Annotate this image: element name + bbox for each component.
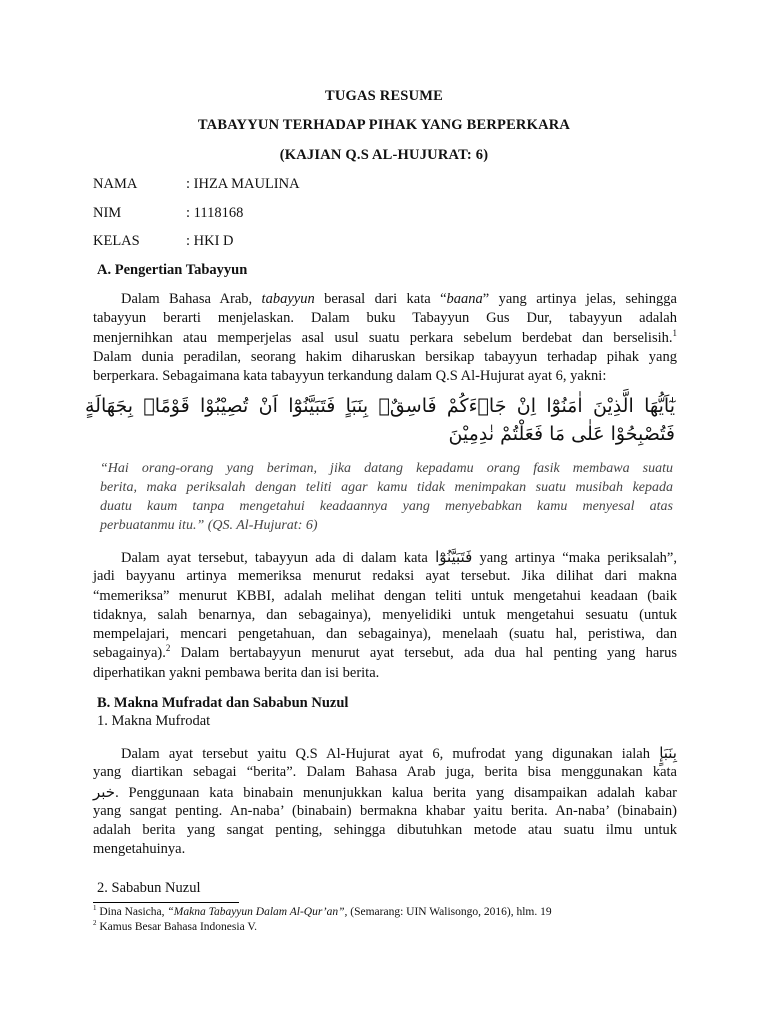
doc-subtitle: TABAYYUN TERHADAP PIHAK YANG BERPERKARA	[197, 117, 571, 133]
paragraph-line: sebagainya).$^2$ Dalam bertabayyun menurut ayat tersebut, ada dua hal penting yang harus	[93, 643, 677, 662]
footnote-ref[interactable]: 2	[165, 643, 171, 654]
footnote-divider	[93, 902, 239, 903]
paragraph-line: tabayyun berarti menjelaskan. Dalam buku Tabayyun Gus Dur, tabayyun adalah	[93, 310, 677, 327]
arabic-verse: يٰٓاَيُّهَا الَّذِيْنَ اٰمَنُوْٓا اِنْ جَاۤءَكُمْ فَاسِقٌۢ بِنَبَاٍ فَتَبَيَّنُوْٓا اَنْ تُصِيْبُوْا قَوْمًاۢ بِجَهَالَةٍ فَتُصْبِحُوْا عَلٰى مَا فَعَلْتُمْ نٰدِمِيْنَ	[85, 395, 675, 445]
doc-subtitle-surah: (KAJIAN Q.S AL-HUJURAT: 6)	[279, 147, 489, 163]
paragraph-line: Dalam ayat tersebut yaitu Q.S Al-Hujurat ayat 6, mufrodat yang digunakan ialah بِنَبَإٍ	[121, 744, 677, 762]
paragraph-line: yang diartikan sebagai “berita”. Dalam Bahasa Arab juga, berita bisa menggunakan kata	[93, 764, 677, 781]
section-a-heading: A. Pengertian Tabayyun	[97, 262, 248, 278]
info-label-nama: NAMA	[93, 176, 138, 192]
verse-translation-quote	[100, 459, 673, 535]
quote-line: “Hai orang-orang yang beriman, jika datang kepadamu orang fasik membawa suatu	[100, 461, 673, 476]
footnote-1: $^1$ Dina Nasicha, “Makna Tabayyun Dalam Al-Qur’an”, (Semarang: UIN Walisongo, 2016), hlm. 19	[93, 904, 552, 918]
paragraph-line: “memeriksa” menurut KBBI, adalah melihat dengan teliti untuk mengetahui keadaan (baik	[93, 587, 677, 604]
doc-title: TUGAS RESUME	[324, 88, 444, 104]
paragraph-line: خبر. Penggunaan kata binabain menunjukkan kalua berita yang disampaikan adalah kabar	[93, 782, 677, 801]
subsection-sababun-nuzul: 2. Sababun Nuzul	[97, 880, 201, 896]
paragraph-pengertian	[93, 290, 677, 386]
arabic-word: خبر	[93, 782, 116, 801]
section-b-heading: B. Makna Mufradat dan Sababun Nuzul	[97, 695, 349, 711]
quote-line: perbuatanmu itu.” (QS. Al-Hujurat: 6)	[100, 518, 318, 533]
paragraph-line: Dalam dunia peradilan, seorang hakim diharuskan bersikap tabayyun terhadap pihak yang	[93, 348, 677, 365]
quote-line: berita, maka periksalah dengan teliti agar kamu tidak menimpakan suatu musibah kepada	[100, 480, 673, 495]
footnote-ref[interactable]: 1	[672, 327, 677, 338]
paragraph-ayat	[93, 548, 677, 683]
paragraph-line: berperkara. Sebagaimana kata tabayyun terkandung dalam Q.S Al-Hujurat ayat 6, yakni:	[93, 368, 607, 385]
arabic-word: بِنَبَإٍ	[659, 744, 677, 762]
paragraph-line: menjernihkan atau memperjelas asal usul suatu perkara sebelum berdebat dan berselisih.$^1$	[93, 327, 677, 346]
paragraph-line: adalah berita yang sangat penting, sehingga dibutuhkan metode atau suatu ilmu untuk	[93, 822, 677, 839]
arabic-word: فَتَبَيَّنُوْٓا	[435, 548, 473, 566]
paragraph-line: diperhatikan yakni pembawa berita dan isi berita.	[93, 664, 380, 681]
paragraph-line: tidaknya, salah benarnya, dan sebagainya), menyelidiki untuk mengetahui sesuatu (untuk	[93, 606, 677, 623]
paragraph-line: mempelajari, mencari pengetahuan, dan sebagainya), menelaah (suatu hal, peristiwa, dan	[93, 626, 677, 643]
subsection-mufrodat: 1. Makna Mufrodat	[97, 713, 211, 729]
footnote-2: $^2$ Kamus Besar Bahasa Indonesia V.	[93, 919, 258, 933]
paragraph-line: jadi bayyanu artinya memeriksa menurut redaksi ayat tersebut. Jika dilihat dari makna	[93, 568, 677, 585]
info-value-nama: : IHZA MAULINA	[186, 176, 300, 192]
quote-line: duatu kaum tanpa mengetahui keadaannya yang menyebabkan kamu menyesal atas	[100, 499, 673, 514]
paragraph-line: Dalam ayat tersebut, tabayyun ada di dalam kata فَتَبَيَّنُوْٓا yang artinya “maka periksalah”,	[121, 548, 677, 566]
paragraph-line: mengetahuinya.	[93, 841, 186, 858]
info-label-nim: NIM	[93, 205, 122, 221]
paragraph-mufrodat	[93, 744, 677, 860]
paragraph-line: Dalam Bahasa Arab, tabayyun berasal dari kata “baana” yang artinya jelas, sehingga	[121, 291, 677, 307]
info-value-kelas: : HKI D	[186, 233, 234, 249]
info-label-kelas: KELAS	[93, 233, 140, 249]
paragraph-line: yang sangat penting. An-naba’ (binabain) bermakna khabar yaitu berita. An-naba’ (binabain)	[93, 802, 677, 819]
info-value-nim: : 1118168	[186, 205, 244, 221]
